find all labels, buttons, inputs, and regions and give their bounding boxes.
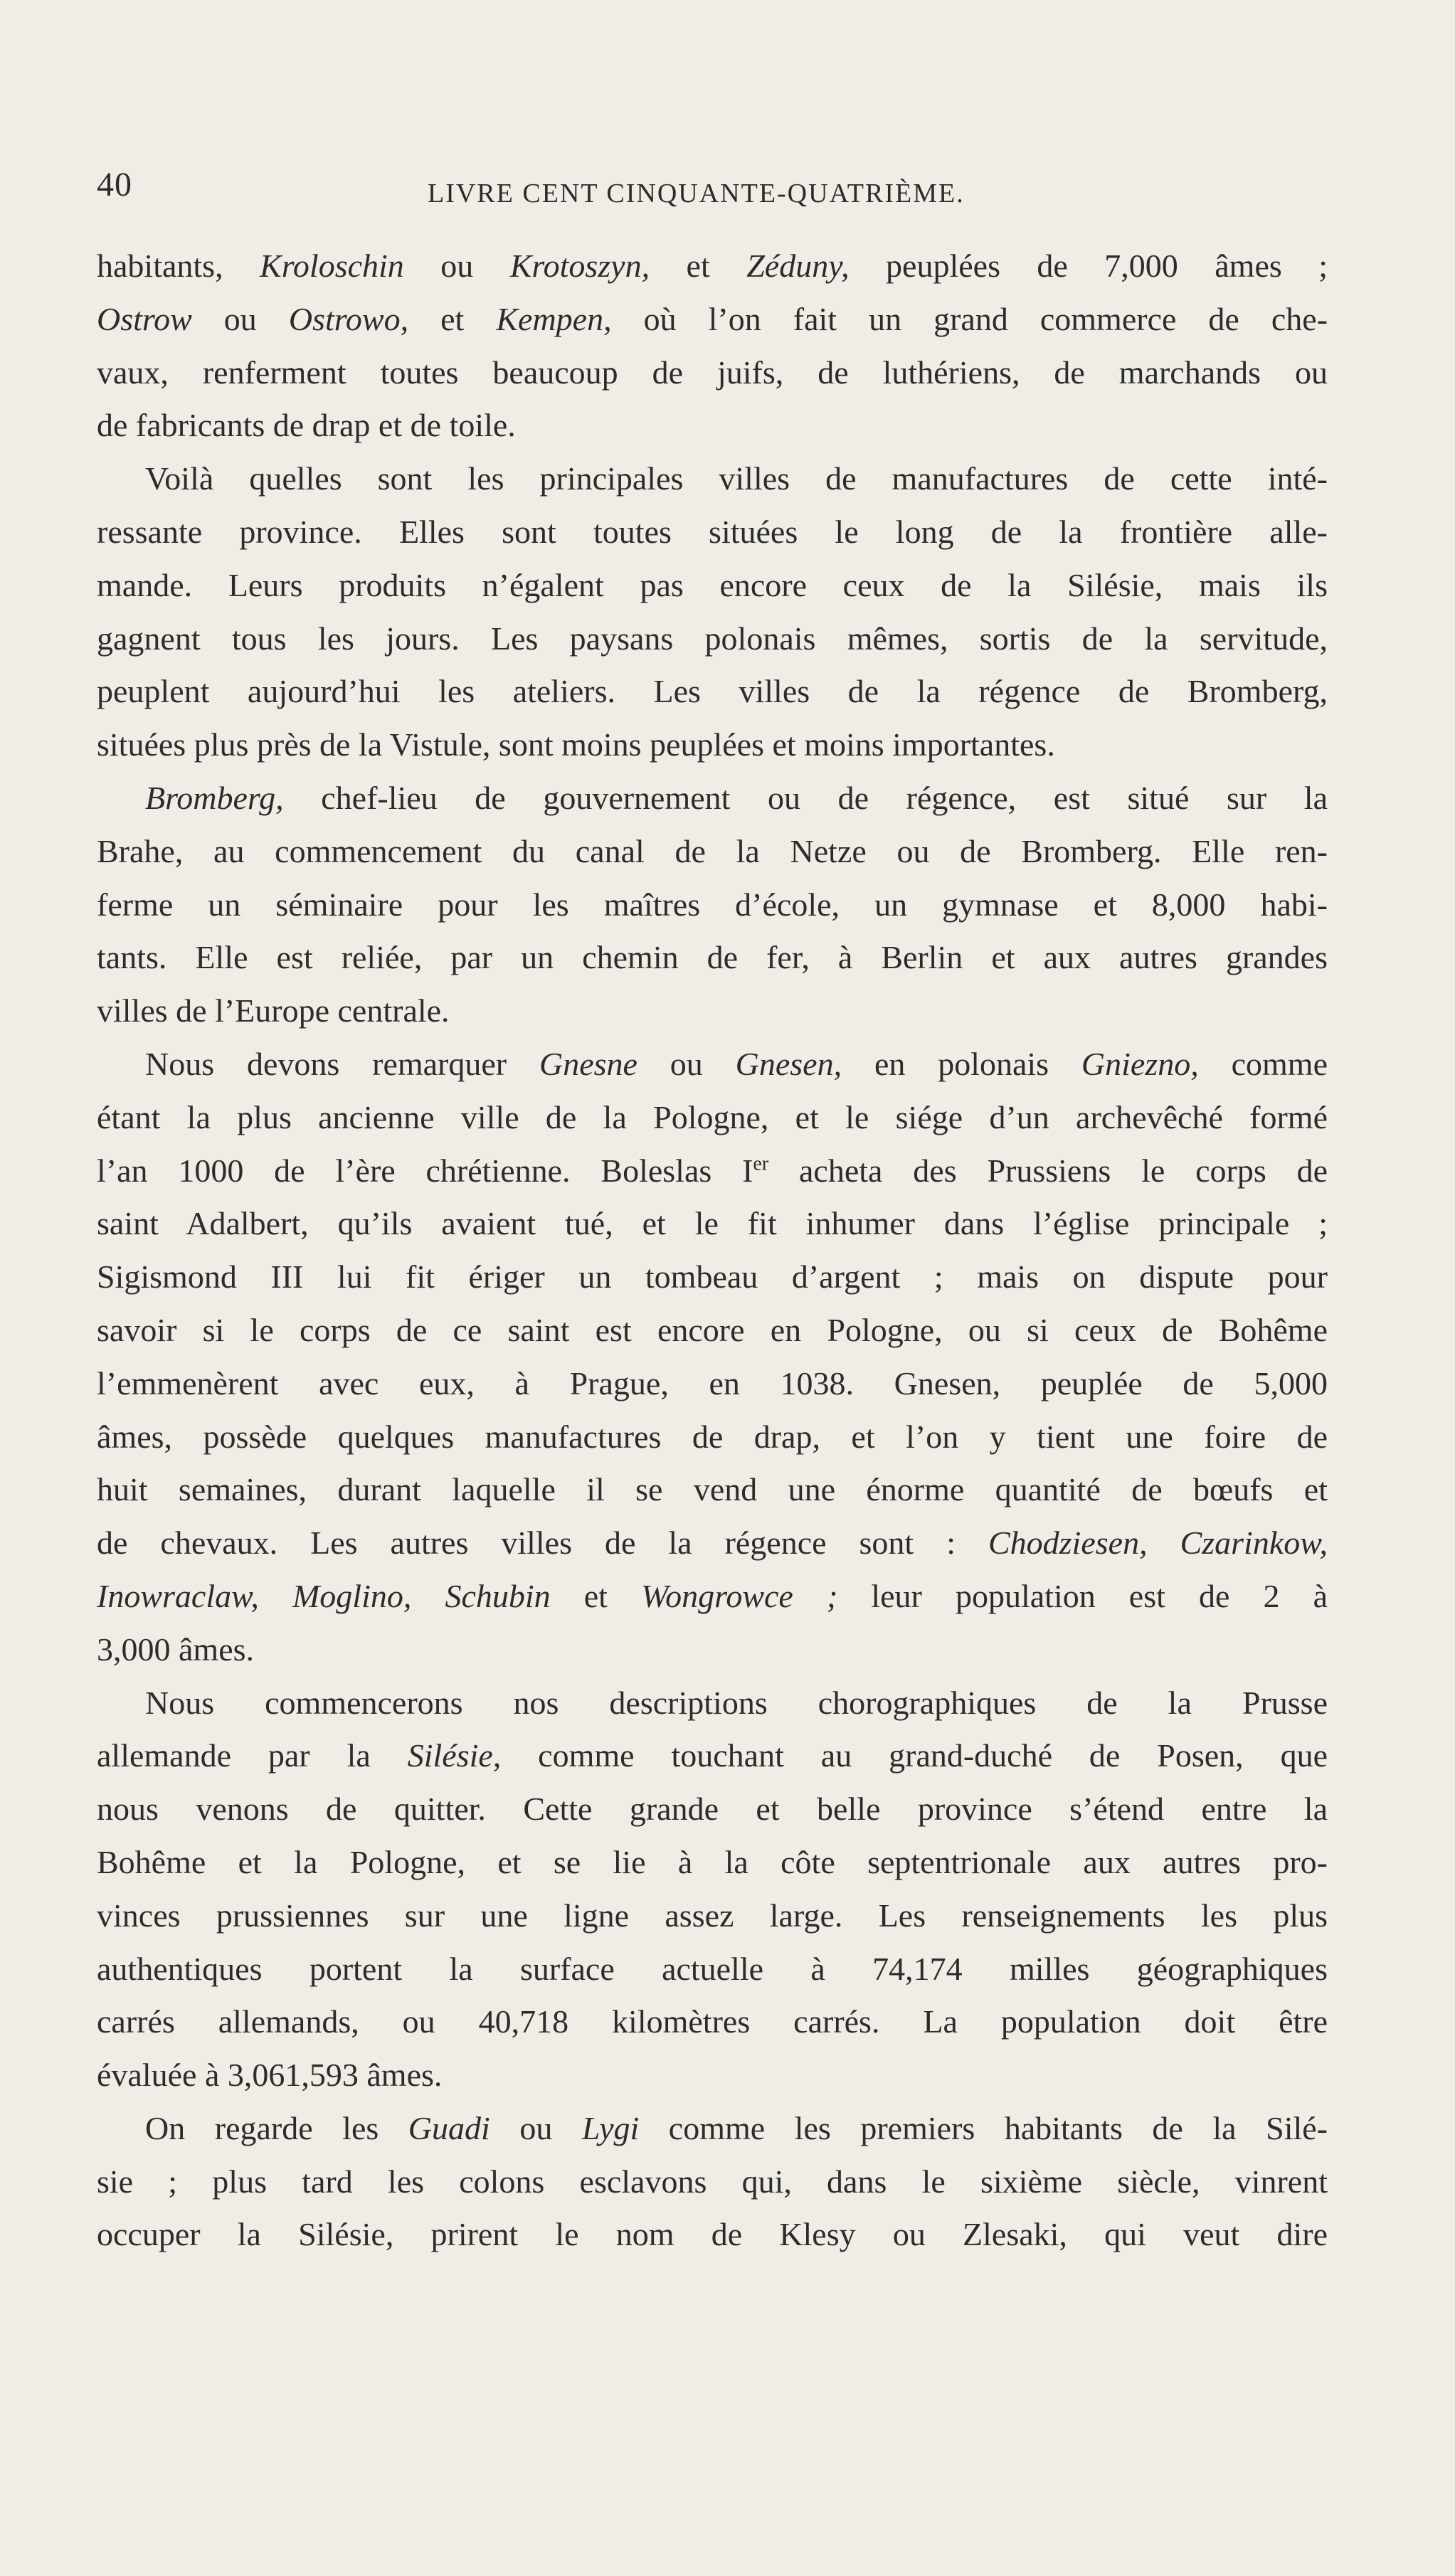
text-line — [97, 1357, 1328, 1411]
italic-text: Wongrowce ; — [641, 1577, 838, 1614]
text-run: Voilà quelles sont les principales villes de manufactures de cette inté- — [145, 460, 1328, 497]
italic-text: Gnesen, — [735, 1045, 842, 1082]
text-run: peuplent aujourd’hui les ateliers. Les villes de la régence de Bromberg, — [97, 673, 1328, 710]
text-run: Nous commencerons nos descriptions chorographiques de la Prusse — [145, 1684, 1328, 1721]
italic-text: Gniezno, — [1081, 1045, 1199, 1082]
text-line — [97, 2156, 1328, 2209]
text-run — [259, 1578, 292, 1614]
text-run: mande. Leurs produits n’égalent pas encore ceux de la Silésie, mais ils — [97, 566, 1328, 603]
italic-text: Ostrow — [97, 300, 192, 337]
text-run: habitants, — [97, 248, 260, 284]
text-run: ou — [403, 248, 510, 284]
text-line — [97, 2049, 1328, 2102]
italic-text: Zéduny, — [746, 248, 850, 284]
text-line — [97, 1995, 1328, 2049]
text-run: Brahe, au commencement du canal de la Netze ou de Bromberg. Elle ren- — [97, 832, 1328, 869]
text-run: l’emmenèrent avec eux, à Prague, en 1038. Gnesen, peuplée de 5,000 — [97, 1364, 1328, 1401]
text-line — [97, 879, 1328, 932]
text-run: saint Adalbert, qu’ils avaient tué, et le fit inhumer dans l’église principale ; — [97, 1205, 1328, 1242]
text-run: comme touchant au grand-duché de Posen, que — [501, 1737, 1328, 1774]
text-line — [97, 1889, 1328, 1943]
text-line — [97, 452, 1328, 506]
text-line — [97, 1411, 1328, 1464]
text-run: On regarde les — [145, 2109, 408, 2146]
text-line — [97, 1677, 1328, 1730]
text-run: ou — [490, 2109, 582, 2146]
text-run: Sigismond III lui fit ériger un tombeau d’argent ; mais on dispute pour — [97, 1258, 1328, 1295]
text-line — [97, 1304, 1328, 1357]
text-run: acheta des Prussiens le corps de — [768, 1152, 1328, 1189]
text-run: ou — [637, 1045, 736, 1082]
text-run: étant la plus ancienne ville de la Pologne, et le siége d’un archevêché formé — [97, 1098, 1328, 1135]
text-run: ressante province. Elles sont toutes situées le long de la frontière alle- — [97, 513, 1328, 550]
text-run: authentiques portent la surface actuelle à 74,174 milles géographiques — [97, 1950, 1328, 1987]
italic-text: Lygi — [581, 2109, 640, 2146]
text-line — [97, 931, 1328, 985]
text-run: où l’on fait un grand commerce de che- — [611, 300, 1328, 337]
text-run: vinces prussiennes sur une ligne assez large. Les renseignements les plus — [97, 1897, 1328, 1934]
text-line — [97, 1197, 1328, 1251]
paragraph — [97, 1677, 1328, 2102]
text-line — [97, 825, 1328, 879]
text-line — [97, 1517, 1328, 1570]
paragraph — [97, 2102, 1328, 2262]
paragraph — [97, 772, 1328, 1038]
text-line — [97, 1463, 1328, 1517]
superscript: er — [753, 1152, 769, 1175]
body-text — [97, 240, 1328, 2262]
text-run: ferme un séminaire pour les maîtres d’école, un gymnase et 8,000 habi- — [97, 886, 1328, 923]
text-run: leur population est de 2 à — [837, 1577, 1328, 1614]
text-line — [97, 665, 1328, 719]
text-run: et — [650, 248, 747, 284]
text-line — [97, 1091, 1328, 1145]
text-run: Bohême et la Pologne, et se lie à la côte septentrionale aux autres pro- — [97, 1843, 1328, 1880]
italic-text: Inowraclaw, — [97, 1577, 259, 1614]
paragraph — [97, 1038, 1328, 1677]
text-run: situées plus près de la Vistule, sont moins peuplées et moins importantes. — [97, 726, 1055, 763]
text-run: carrés allemands, ou 40,718 kilomètres carrés. La population doit être — [97, 2003, 1328, 2040]
text-run: 3,000 âmes. — [97, 1631, 255, 1668]
text-run: chef-lieu de gouvernement ou de régence, est situé sur la — [283, 779, 1328, 816]
text-run: occuper la Silésie, prirent le nom de Klesy ou Zlesaki, qui veut dire — [97, 2216, 1328, 2253]
text-run: et — [408, 300, 497, 337]
text-line — [97, 719, 1328, 772]
text-line — [97, 1836, 1328, 1889]
italic-text: Chodziesen, — [988, 1525, 1148, 1562]
text-run: de fabricants de drap et de toile. — [97, 407, 516, 444]
text-run: tants. Elle est reliée, par un chemin de fer, à Berlin et aux autres grandes — [97, 939, 1328, 976]
text-run: de chevaux. Les autres villes de la régence sont : — [97, 1525, 988, 1562]
text-line — [97, 1145, 1328, 1198]
text-run — [1148, 1525, 1180, 1561]
text-line — [97, 613, 1328, 666]
text-line — [97, 240, 1328, 293]
text-run: ou — [191, 300, 289, 337]
text-line — [97, 2102, 1328, 2156]
text-line — [97, 985, 1328, 1038]
text-line — [97, 506, 1328, 559]
text-run: huit semaines, durant laquelle il se vend une énorme quantité de bœufs et — [97, 1471, 1328, 1508]
italic-text: Kroloschin — [260, 248, 404, 284]
text-line — [97, 399, 1328, 452]
text-line — [97, 1570, 1328, 1623]
text-line — [97, 1729, 1328, 1783]
text-line — [97, 1943, 1328, 1996]
text-run: comme — [1198, 1045, 1328, 1082]
text-run: allemande par la — [97, 1737, 408, 1774]
text-run: évaluée à 3,061,593 âmes. — [97, 2057, 443, 2094]
text-line — [97, 1038, 1328, 1091]
text-line — [97, 2208, 1328, 2262]
italic-text: Guadi — [408, 2109, 490, 2146]
text-line — [97, 772, 1328, 825]
text-run — [411, 1578, 445, 1614]
italic-text: Schubin — [445, 1577, 551, 1614]
paragraph — [97, 240, 1328, 452]
text-line — [97, 293, 1328, 346]
text-line — [97, 346, 1328, 400]
text-run: sie ; plus tard les colons esclavons qui, dans le sixième siècle, vinrent — [97, 2163, 1328, 2200]
text-run: en polonais — [842, 1045, 1081, 1082]
text-run: et — [550, 1577, 642, 1614]
text-run: Nous devons remarquer — [145, 1045, 539, 1082]
text-run: gagnent tous les jours. Les paysans polonais mêmes, sortis de la servitude, — [97, 620, 1328, 657]
italic-text: Ostrowo, — [288, 300, 409, 337]
text-run: savoir si le corps de ce saint est encore en Pologne, ou si ceux de Bohême — [97, 1311, 1328, 1348]
text-line — [97, 1623, 1328, 1677]
paragraph — [97, 452, 1328, 772]
page-number: 40 — [97, 166, 132, 203]
text-line — [97, 1251, 1328, 1304]
text-run: vaux, renferment toutes beaucoup de juifs, de luthériens, de marchands ou — [97, 354, 1328, 391]
text-line — [97, 1783, 1328, 1836]
text-run: l’an 1000 de l’ère chrétienne. Boleslas I — [97, 1152, 753, 1189]
italic-text: Silésie, — [407, 1737, 502, 1774]
text-line — [97, 559, 1328, 613]
text-run: comme les premiers habitants de la Silé- — [639, 2109, 1328, 2146]
italic-text: Czarinkow, — [1180, 1525, 1328, 1562]
italic-text: Kempen, — [496, 300, 612, 337]
page-header — [97, 165, 1328, 222]
text-run: villes de l’Europe centrale. — [97, 992, 450, 1029]
italic-text: Krotoszyn, — [509, 248, 650, 284]
italic-text: Moglino, — [292, 1577, 412, 1614]
text-run: âmes, possède quelques manufactures de drap, et l’on y tient une foire de — [97, 1418, 1328, 1455]
italic-text: Bromberg, — [145, 779, 284, 816]
italic-text: Gnesne — [539, 1045, 637, 1082]
running-title: LIVRE CENT CINQUANTE-QUATRIÈME. — [428, 179, 965, 208]
text-run: peuplées de 7,000 âmes ; — [849, 248, 1328, 284]
text-run: nous venons de quitter. Cette grande et belle province s’étend entre la — [97, 1791, 1328, 1828]
